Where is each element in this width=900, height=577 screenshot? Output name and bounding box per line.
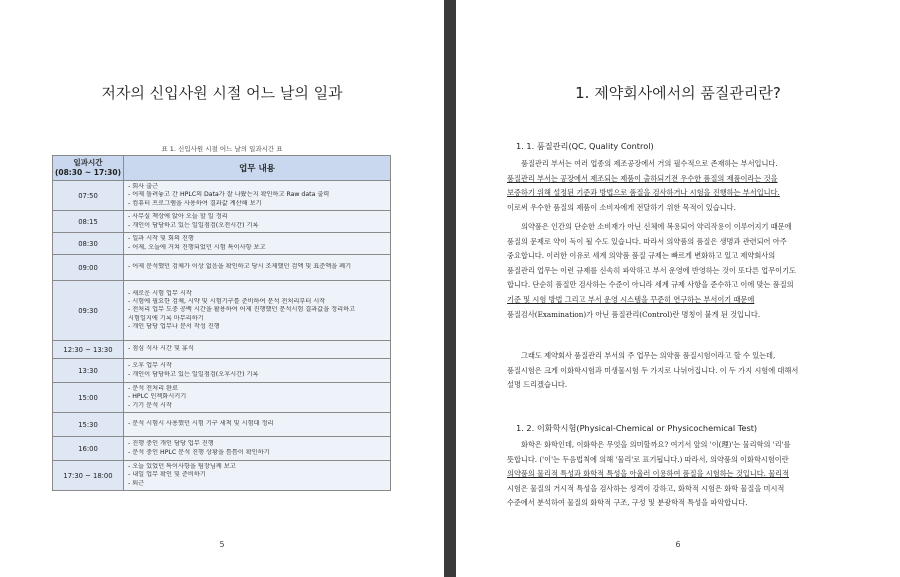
tasks-cell — [124, 255, 391, 281]
text-line: 기준 및 시험 방법 그리고 부서 운영 시스템을 꾸준히 연구하는 부서이기 때문에 — [507, 294, 755, 304]
task-line: - 분석 중인 HPLC 분석 진행 상황을 틈틈이 확인하기 — [128, 448, 270, 456]
table-row — [53, 437, 391, 461]
table-header-row — [53, 156, 391, 181]
task-line: - 사무실 책상에 앉아 오늘 할 일 정리 — [128, 213, 228, 221]
task-line: - 개인 담당 업무나 문서 작성 진행 — [128, 322, 220, 330]
task-line: - 어제 분석했던 검체가 이상 없음을 확인하고 당시 조제했던 검액 및 표준액을 폐기 — [128, 263, 352, 271]
task-line: - 일과 시작 및 회의 진행 — [128, 235, 194, 243]
table-row — [53, 461, 391, 491]
table-caption: 표 1. 신입사원 시절 어느 날의 일과시간 표 — [161, 145, 283, 153]
time-column-header — [53, 156, 124, 181]
tasks-cell — [124, 341, 391, 359]
task-line: - 컴퓨터 프로그램을 사용하여 결과값 계산해 보기 — [128, 199, 262, 207]
left-page — [0, 0, 444, 577]
page-number: 6 — [675, 540, 681, 549]
time-cell: 08:15 — [53, 211, 124, 233]
time-cell: 17:30 ~ 18:00 — [53, 461, 124, 491]
time-cell: 08:30 — [53, 233, 124, 255]
table-row — [53, 211, 391, 233]
tasks-cell — [124, 181, 391, 211]
time-cell: 13:30 — [53, 359, 124, 383]
text-line: 시험은 물질의 거시적 특성을 검사하는 성격이 강하고, 화학적 시험은 화학 물질을 미시적 — [507, 483, 785, 493]
schedule-table — [52, 155, 391, 491]
tasks-cell — [124, 211, 391, 233]
paragraph-main-tasks — [507, 349, 847, 393]
tasks-column-header: 업무 내용 — [124, 156, 391, 181]
task-line: - 분석 전처리 완료 — [128, 385, 178, 393]
time-cell: 09:30 — [53, 281, 124, 341]
task-line: - 퇴근 — [128, 479, 145, 487]
text-line: 수준에서 분석하여 물질의 화학적 구조, 구성 및 분광학적 특성을 파악합니다. — [507, 498, 748, 508]
task-line: - 어제 돌려놓고 간 HPLC의 Data가 잘 나왔는지 확인하고 Raw data 출력 — [128, 191, 330, 199]
text-line: 뜻합니다. ('이'는 두음법칙에 의해 '물리'로 표기됩니다.) 따라서, 의약품의 이화학시험이란 — [507, 454, 789, 464]
paragraph-physicochemical — [507, 438, 847, 511]
text-line: 품질관리 부서는 공장에서 제조되는 제품이 출하되기전 우수한 품질의 제품이라는 것을 — [507, 173, 778, 183]
task-line: - 내일 업무 확인 및 준비하기 — [128, 471, 206, 479]
tasks-cell — [124, 281, 391, 341]
time-header-line1: 일과시간 — [73, 158, 103, 167]
table-row — [53, 359, 391, 383]
text-line: 설명 드리겠습니다. — [507, 380, 568, 390]
right-page-title: 1. 제약회사에서의 품질관리란? — [575, 84, 781, 102]
time-cell: 16:00 — [53, 437, 124, 461]
table-row — [53, 413, 391, 437]
text-line: 이로써 우수한 품질의 제품이 소비자에게 전달하기 위한 목적이 있습니다. — [507, 202, 736, 212]
tasks-cell — [124, 413, 391, 437]
text-line: 화학은 화학인데, 이화학은 무엇을 의미할까요? 여기서 앞의 '이(理)'는 물리학의 '리'를 — [521, 440, 791, 449]
table-row — [53, 341, 391, 359]
task-line: - 오후 업무 시작 — [128, 362, 172, 370]
task-line: - 진행 중인 개인 담당 업무 진행 — [128, 440, 214, 448]
task-line: - 어제, 오늘에 거쳐 진행되었던 시험 특이사항 보고 — [128, 243, 266, 251]
time-header-line2: (08:30 ~ 17:30) — [54, 168, 122, 177]
task-line: - 시험에 필요한 검체, 시약 및 시험기구를 준비하여 분석 전처리부터 시작 — [128, 298, 326, 306]
task-line: - 회사 출근 — [128, 183, 159, 191]
task-line: - 전처리 업무 도중 공백 시간을 활용하여 어제 진행했던 분석시험 결과값을 정리하고 — [128, 306, 356, 314]
time-cell: 15:30 — [53, 413, 124, 437]
task-line: - 분석 시험시 사용했던 시험 기구 세척 및 시험대 정리 — [128, 420, 274, 428]
text-line: 중요합니다. 이러한 이유로 세계 의약품 품질 규제는 빠르게 변화하고 있고 제약회사의 — [507, 251, 776, 261]
table-row — [53, 383, 391, 413]
text-line: 품질관리 부서는 여러 업종의 제조공장에서 거의 필수적으로 존재하는 부서입니다. — [521, 159, 778, 168]
task-line: 시험일지에 기록 마무리하기 — [128, 314, 204, 322]
text-line: 합니다. 단순히 품질만 검사하는 수준이 아니라 세계 규제 사항을 준수하고 이에 맞는 품질의 — [507, 280, 794, 290]
text-line: 품질의 문제로 약이 독이 될 수도 있습니다. 따라서 의약품의 품질은 생명과 관련되어 아주 — [507, 236, 787, 246]
tasks-cell — [124, 233, 391, 255]
table-row — [53, 233, 391, 255]
task-line: - 기기 분석 시작 — [128, 401, 172, 409]
paragraph-drug-quality — [507, 220, 847, 322]
table-row — [53, 181, 391, 211]
tasks-cell — [124, 437, 391, 461]
schedule-body — [53, 181, 391, 491]
section-heading-qc: 1. 1. 품질관리(QC, Quality Control) — [516, 141, 654, 151]
text-line: 품질시험은 크게 이화학시험과 미생물시험 두 가지로 나뉘어집니다. 이 두 가지 시험에 대해서 — [507, 365, 799, 375]
text-line: 품질관리 업무는 이런 규제를 신속히 파악하고 부서 운영에 반영하는 것이 또다른 업무이기도 — [507, 265, 796, 275]
paragraph-qc-intro — [507, 157, 847, 215]
time-cell: 07:50 — [53, 181, 124, 211]
section-heading-physicochemical: 1. 2. 이화학시험(Physical-Chemical or Physicochemical Test) — [516, 423, 758, 433]
tasks-cell — [124, 359, 391, 383]
left-page-title: 저자의 신입사원 시절 어느 날의 일과 — [101, 84, 343, 102]
time-cell: 12:30 ~ 13:30 — [53, 341, 124, 359]
table-row — [53, 255, 391, 281]
right-page — [456, 0, 900, 577]
task-line: - 개인이 담당하고 있는 일일점검(오후시간) 기록 — [128, 370, 259, 378]
task-line: - 새로운 시험 업무 시작 — [128, 289, 192, 297]
tasks-cell — [124, 461, 391, 491]
task-line: - 오늘 있었던 특이사항을 팀장님께 보고 — [128, 463, 236, 471]
text-line: 의약품의 물리적 특성과 화학적 특성을 아울러 이용하여 품질을 시험하는 것입니다. 물리적 — [507, 469, 790, 479]
text-line: 품질검사(Examination)가 아닌 품질관리(Control)란 명칭이 붙게 된 것입니다. — [507, 309, 761, 319]
table-row — [53, 281, 391, 341]
text-line: 그래도 제약회사 품질관리 부서의 주 업무는 의약품 품질시험이라고 할 수 있는데, — [521, 351, 776, 360]
page-number: 5 — [219, 540, 225, 549]
task-line: - 개인이 담당하고 있는 일일점검(오전시간) 기록 — [128, 221, 259, 229]
tasks-cell — [124, 383, 391, 413]
text-line: 의약품은 인간의 단순한 소비재가 아닌 신체에 복용되어 약리작용이 이루어지기 때문에 — [521, 222, 792, 231]
time-cell: 15:00 — [53, 383, 124, 413]
time-cell: 09:00 — [53, 255, 124, 281]
text-line: 보증하기 위해 설정된 기준과 방법으로 품질을 검사하거나 시험을 진행하는 부서입니다. — [507, 188, 780, 198]
task-line: - 점심 식사 시간 및 휴식 — [128, 345, 194, 353]
task-line: - HPLC 인젝화시키기 — [128, 393, 187, 401]
